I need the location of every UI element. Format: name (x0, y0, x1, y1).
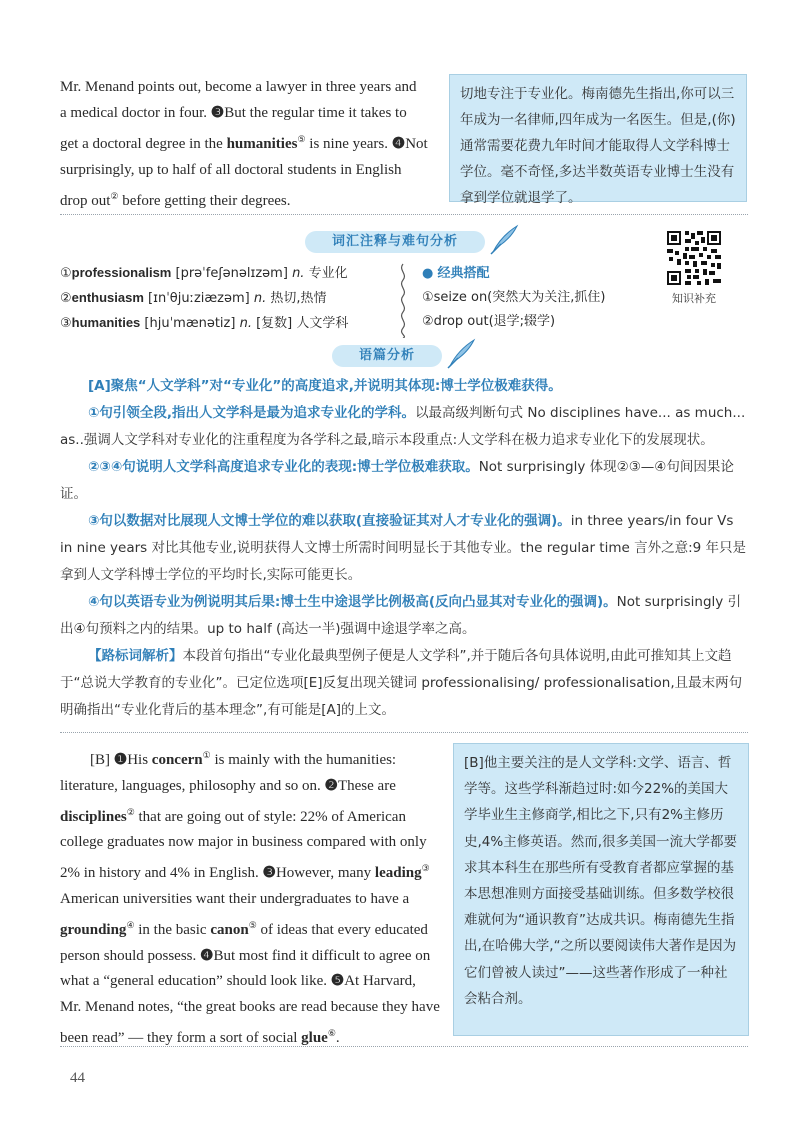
vocab-word: grounding (60, 921, 127, 938)
sentence-marker: ❹ (391, 136, 406, 152)
section-b-translation: [B]他主要关注的是人文学科:文学、语言、哲学等。这些学科渐趋过时:如今22%的美国大学毕业生主修商学,相比之下,只有2%主修历史,4%主修英语。然而,很多美国一流大学都要求其本科生在那些所有受教育者都应掌握的基本思想准则方面接受基础训练。但多数学校很难就何为“通识教育”达成共识。梅南德先生指出,在哈佛大学,“之所以要阅读伟大著作是因为它们曾被人读过”——这些著作形成了一种社会粘合剂。 (453, 743, 749, 1036)
section-a-translation: 切地专注于专业化。梅南德先生指出,你可以三年成为一名律师,四年成为一名医生。但是,(你)通常需要花费九年时间才能取得人文学科博士学位。毫不奇怪,多达半数英语专业博士生没有拿到学位就退学了。 (449, 74, 747, 202)
collocation-item: ①seize on(突然大为关注,抓住) (422, 290, 606, 305)
collocation-block (422, 262, 652, 334)
vocab-word: concern (151, 752, 203, 768)
vocab-entry: ①professionalism [prəˈfeʃənəlɪzəm] n. 专业化 (60, 265, 348, 281)
divider (60, 1046, 748, 1047)
feather-pen-icon (444, 336, 478, 370)
vocab-word: canon (210, 921, 249, 938)
section-b-english: [B] ❶His concern① is mainly with the humanities: literature, languages, philosophy and so on. ❷These are disciplines② that are going out of style: 22% of American college graduates now major in business compared with only 2% in history and 4% in English. ❸However, many leading③ American universities want their undergraduates to have a grounding④ in the basic canon⑤ of ideas that every educated person should possess. ❹But most find it difficult to agree on what a “general education” should look like. ❺At Harvard, Mr. Menand notes, “the great books are read because they have been read” — they form a sort of social glue⑥. (60, 750, 440, 1046)
feather-pen-icon (487, 222, 521, 256)
vocab-entry: ②enthusiasm [ɪnˈθjuːziæzəm] n. 热切,热情 (60, 290, 327, 306)
qr-code-icon[interactable] (665, 229, 723, 287)
paragraph-a-heading: [A]聚焦“人文学科”对“专业化”的高度追求,并说明其体现:博士学位极难获得。 (88, 378, 562, 394)
vocab-list (60, 261, 390, 336)
vocab-word: glue (301, 1029, 328, 1046)
vocab-word: humanities (226, 136, 298, 152)
divider (60, 732, 748, 733)
page-number: 44 (70, 1070, 85, 1086)
divider (60, 214, 748, 215)
vocab-section-title: 词汇注释与难句分析 (305, 231, 485, 253)
analysis-body: [A]聚焦“人文学科”对“专业化”的高度追求,并说明其体现:博士学位极难获得。 ①句引领全段,指出人文学科是最为追求专业化的学科。以最高级判断句式 No disciplines have... as much... as..强调人文学科对专业化的注重程度为各学科之最,暗示本段重点:人文学科在极力追求专业化下的发展现状。 ②③④句说明人文学科高度追求专业化的表现:博士学位极难获取。Not surprisingly 体现②③—④句间因果论证。 ③句以数据对比展现人文博士学位的难以获取(直接验证其对人才专业化的强调)。in three years/in four Vs in nine years 对比其他专业,说明获得人文博士所需时间明显长于其他专业。the regular time 言外之意:9 年只是拿到人文学科博士学位的平均时长,实际可能更长。 ④句以英语专业为例说明其后果:博士生中途退学比例极高(反向凸显其对专业化的强调)。Not surprisingly 引出④句预料之内的结果。up to half (高达一半)强调中途退学率之高。 【路标词解析】本段首句指出“专业化最典型例子便是人文学科”,并于随后各句具体说明,由此可推知其上文趋于“总说大学教育的专业化”。已定位选项[E]反复出现关键词 professionalising/ professionalisation,且最末两句明确指出“专业化背后的基本理念”,有可能是[A]的上文。 (60, 378, 747, 718)
vocab-entry: ③humanities [hjuˈmænətiz] n. [复数] 人文学科 (60, 315, 349, 331)
signpost-label: 【路标词解析】 (88, 648, 183, 664)
analysis-section-title: 语篇分析 (332, 345, 442, 367)
collocation-item: ②drop out(退学;辍学) (422, 314, 556, 329)
sentence-marker: ❸ (210, 105, 225, 121)
section-a-english: Mr. Menand points out, become a lawyer in three years and a medical doctor in four. ❸But the regular time it takes to get a doctoral degree in the humanities⑤ is nine years. ❹Not surprisingly, up to half of all doctoral students in English drop out② before getting their degrees. (60, 79, 428, 209)
collocation-title: ● 经典搭配 (422, 266, 490, 281)
vocab-word: leading (374, 865, 422, 882)
vocab-word: disciplines (60, 808, 127, 825)
spiral-divider-icon (396, 262, 410, 338)
qr-caption: 知识补充 (672, 292, 716, 305)
